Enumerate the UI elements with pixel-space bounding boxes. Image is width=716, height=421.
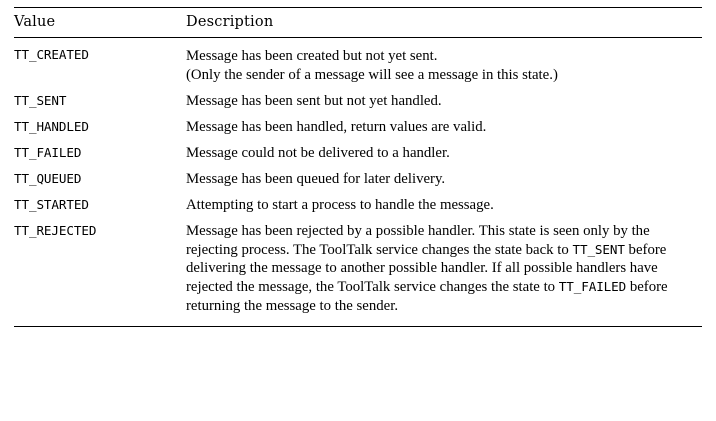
message-state-table [14,7,702,327]
table-row [14,111,702,137]
state-description [186,189,702,215]
inline-code: TT_SENT [572,241,625,257]
state-value: TT_QUEUED [14,170,82,186]
description-line: Message has been handled, return values are valid. [186,118,487,135]
table-row [14,38,702,85]
table-row [14,85,702,111]
state-value: TT_REJECTED [14,222,97,238]
inline-text: Message has been rejected by a possible handler. This state is seen only by the rejecting process. The ToolTalk service changes the state back to [186,222,650,258]
inline-code: TT_FAILED [558,279,627,295]
state-value: TT_HANDLED [14,118,89,134]
table-bottom-rule [14,327,702,328]
table-row [14,189,702,215]
column-header-value: Value [14,14,56,30]
state-description [186,163,702,189]
state-value: TT_STARTED [14,196,89,212]
table-header-row [14,8,702,38]
inline-text: before returning the message to the sender. [186,279,668,315]
table-row [14,163,702,189]
table-row [14,137,702,163]
description-rich-text [186,223,668,315]
table-row [14,215,702,327]
description-line: Message has been sent but not yet handled. [186,92,442,109]
state-description [186,38,702,85]
state-description [186,111,702,137]
state-value: TT_CREATED [14,47,89,62]
description-line: Message could not be delivered to a handler. [186,144,450,161]
description-line: Attempting to start a process to handle the message. [186,196,494,213]
description-line: Message has been created but not yet sent. [186,48,438,64]
state-value: TT_FAILED [14,144,82,160]
state-description [186,215,702,327]
description-line: (Only the sender of a message will see a message in this state.) [186,66,558,83]
state-description [186,85,702,111]
column-header-description: Description [186,14,274,30]
description-line: Message has been queued for later delivery. [186,170,446,187]
state-value: TT_SENT [14,92,67,108]
state-description [186,137,702,163]
inline-text: before delivering the message to another possible handler. If all possible handlers have rejected the message, the ToolTalk service changes the state to [186,241,667,296]
